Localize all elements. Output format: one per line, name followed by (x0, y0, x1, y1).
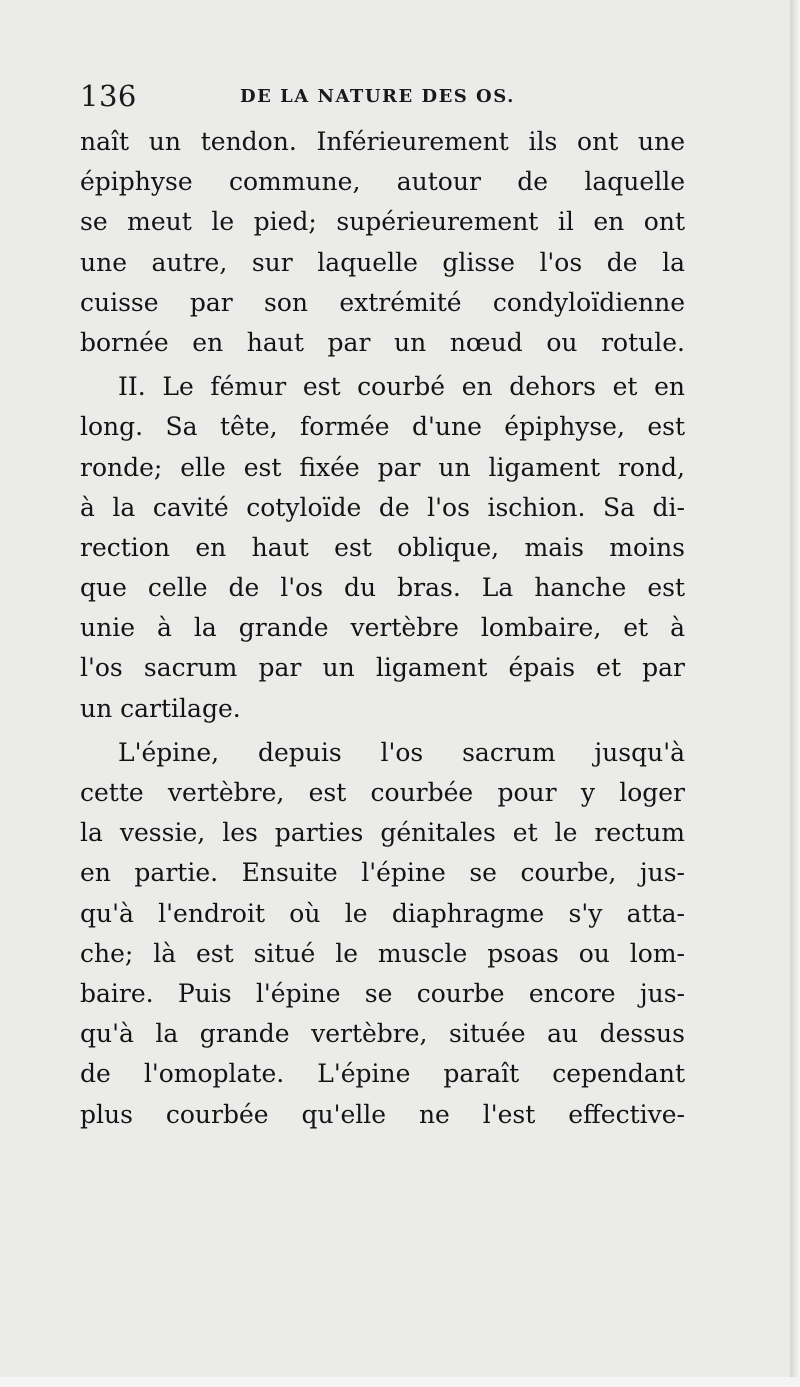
text-line: baire. Puis l'épine se courbe encore jus- (80, 978, 685, 1008)
text-line: ronde; elle est fixée par un ligament rond, (80, 452, 685, 482)
text-line: épiphyse commune, autour de laquelle (80, 167, 685, 197)
text-line: se meut le pied; supérieurement il en ont (80, 207, 685, 237)
text-line: II. Le fémur est courbé en dehors et en (118, 372, 685, 402)
text-line: en partie. Ensuite l'épine se courbe, jus- (80, 858, 685, 888)
text-line: L'épine, depuis l'os sacrum jusqu'à (118, 737, 685, 767)
text-line: à la cavité cotyloïde de l'os ischion. Sa di- (80, 492, 685, 522)
text-line: cuisse par son extrémité condyloïdienne (80, 287, 685, 317)
paragraph-1 (80, 122, 685, 363)
text-line: long. Sa tête, formée d'une épiphyse, est (80, 412, 685, 442)
text-line: l'os sacrum par un ligament épais et par (80, 653, 685, 683)
running-title: DE LA NATURE DES OS. (240, 86, 515, 107)
text-line: la vessie, les parties génitales et le rectum (80, 818, 685, 848)
text-line: de l'omoplate. L'épine paraît cependant (80, 1059, 685, 1089)
running-head (80, 76, 680, 120)
page-edge-bottom (0, 1377, 800, 1387)
page-number: 136 (80, 79, 137, 113)
text-line: plus courbée qu'elle ne l'est effective- (80, 1099, 685, 1129)
text-line: naît un tendon. Inférieurement ils ont une (80, 127, 685, 156)
page-edge-right (790, 0, 800, 1387)
text-line: un cartilage. (80, 693, 241, 723)
text-line: che; là est situé le muscle psoas ou lom- (80, 938, 685, 968)
body-text (80, 122, 685, 1135)
text-line: unie à la grande vertèbre lombaire, et à (80, 613, 685, 643)
paragraph-3 (80, 733, 685, 1135)
text-line: qu'à la grande vertèbre, située au dessus (80, 1019, 685, 1049)
text-line: rection en haut est oblique, mais moins (80, 532, 685, 562)
text-line: qu'à l'endroit où le diaphragme s'y atta- (80, 898, 685, 928)
text-line: que celle de l'os du bras. La hanche est (80, 573, 685, 603)
text-line: une autre, sur laquelle glisse l'os de la (80, 247, 685, 277)
text-line: bornée en haut par un nœud ou rotule. (80, 327, 685, 357)
text-line: cette vertèbre, est courbée pour y loger (80, 778, 685, 807)
paragraph-2 (80, 367, 685, 729)
